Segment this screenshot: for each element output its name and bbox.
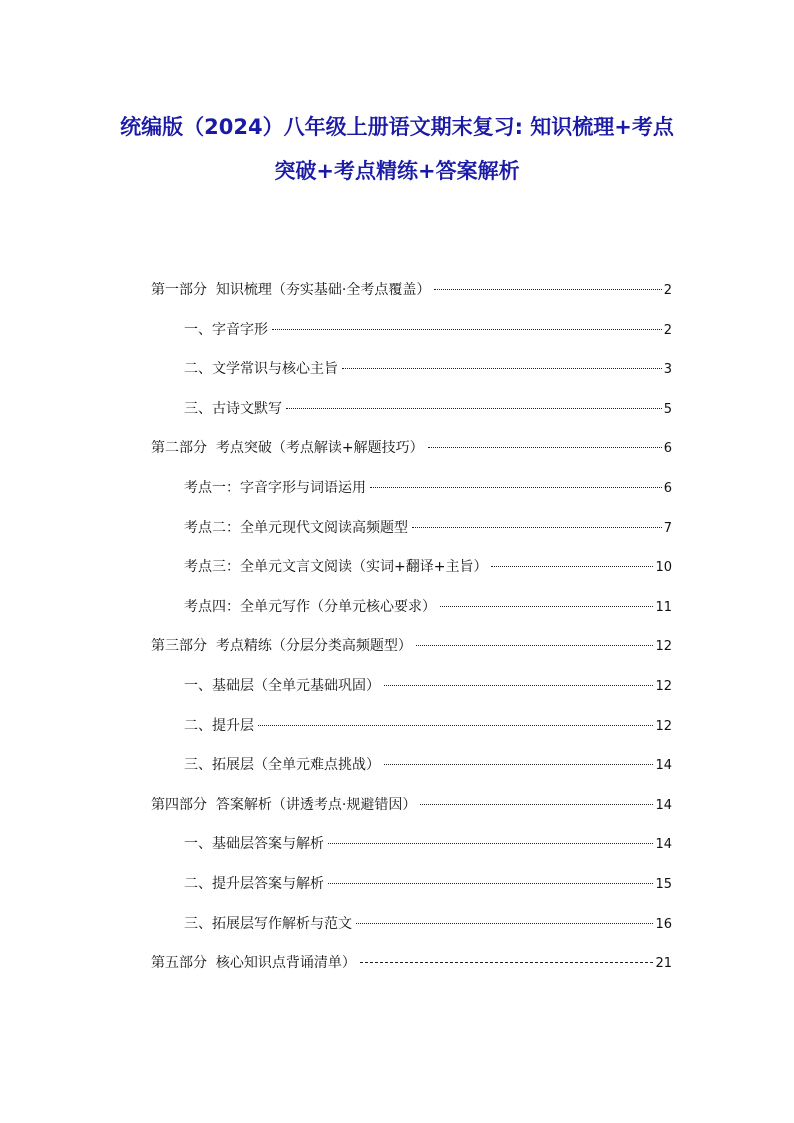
toc-dot-leader: [286, 408, 662, 409]
toc-section-entry[interactable]: [151, 872, 672, 912]
toc-dot-leader: [434, 289, 661, 290]
toc-entry-label: 二、文学常识与核心主旨: [184, 361, 338, 378]
toc-section-entry[interactable]: [151, 318, 672, 358]
toc-part-entry[interactable]: [151, 436, 672, 476]
toc-section-entry[interactable]: [151, 357, 672, 397]
toc-section-entry[interactable]: [151, 832, 672, 872]
toc-dot-leader: [328, 883, 653, 884]
toc-dot-leader: [428, 447, 662, 448]
title-line-2: 突破+考点精练+答案解析: [274, 159, 520, 183]
toc-entry-label: 二、提升层答案与解析: [184, 875, 324, 892]
toc-entry-label: 三、拓展层写作解析与范文: [184, 915, 352, 932]
toc-section-entry[interactable]: [151, 555, 672, 595]
toc-dot-leader: [370, 487, 662, 488]
toc-section-entry[interactable]: [151, 516, 672, 556]
toc-entry-label: 一、基础层（全单元基础巩固）: [184, 677, 380, 694]
toc-section-entry[interactable]: [151, 595, 672, 635]
toc-dot-leader: [360, 962, 654, 963]
toc-page-number: 14: [655, 758, 672, 774]
toc-page-number: 21: [655, 956, 672, 972]
toc-dot-leader: [272, 329, 662, 330]
table-of-contents: [151, 278, 672, 991]
toc-dot-leader: [258, 725, 653, 726]
toc-page-number: 11: [655, 599, 672, 615]
toc-entry-label: 第三部分 考点精练（分层分类高频题型）: [151, 638, 412, 655]
toc-section-entry[interactable]: [151, 397, 672, 437]
toc-dot-leader: [440, 606, 653, 607]
toc-dot-leader: [420, 804, 653, 805]
toc-page-number: 6: [663, 480, 672, 496]
toc-page-number: 12: [655, 718, 672, 734]
toc-page-number: 10: [655, 560, 672, 576]
toc-entry-label: 第二部分 考点突破（考点解读+解题技巧）: [151, 440, 424, 457]
toc-entry-label: 三、拓展层（全单元难点挑战）: [184, 757, 380, 774]
toc-dot-leader: [356, 923, 653, 924]
toc-entry-label: 考点一：字音字形与词语运用: [184, 479, 366, 496]
toc-page-number: 15: [655, 876, 672, 892]
document-title: [90, 105, 704, 193]
toc-dot-leader: [491, 566, 653, 567]
toc-entry-label: 考点三：全单元文言文阅读（实词+翻译+主旨）: [184, 559, 488, 576]
toc-part-entry[interactable]: [151, 793, 672, 833]
toc-dot-leader: [384, 764, 653, 765]
toc-entry-label: 一、字音字形: [184, 321, 268, 338]
toc-entry-label: 考点二：全单元现代文阅读高频题型: [184, 519, 408, 536]
toc-entry-label: 三、古诗文默写: [184, 400, 282, 417]
toc-page-number: 14: [655, 837, 672, 853]
title-line-1: 统编版（2024）八年级上册语文期末复习: 知识梳理+考点: [120, 115, 674, 139]
toc-entry-label: 二、提升层: [184, 717, 254, 734]
toc-page-number: 6: [663, 441, 672, 457]
toc-entry-label: 第一部分 知识梳理（夯实基础·全考点覆盖）: [151, 282, 431, 298]
toc-page-number: 7: [663, 520, 672, 536]
toc-dot-leader: [342, 368, 662, 369]
toc-page-number: 12: [655, 639, 672, 655]
toc-entry-label: 一、基础层答案与解析: [184, 836, 324, 853]
toc-entry-label: 第四部分 答案解析（讲透考点·规避错因）: [151, 796, 417, 813]
toc-page-number: 3: [663, 362, 672, 378]
toc-dot-leader: [328, 843, 653, 844]
toc-section-entry[interactable]: [151, 753, 672, 793]
toc-part-entry[interactable]: [151, 634, 672, 674]
toc-dot-leader: [412, 527, 662, 528]
toc-dot-leader: [384, 685, 653, 686]
toc-entry-label: 考点四：全单元写作（分单元核心要求）: [184, 598, 436, 615]
toc-page-number: 2: [663, 283, 672, 298]
toc-page-number: 16: [655, 916, 672, 932]
toc-section-entry[interactable]: [151, 714, 672, 754]
toc-section-entry[interactable]: [151, 912, 672, 952]
toc-part-entry[interactable]: [151, 951, 672, 991]
toc-dot-leader: [416, 645, 654, 646]
toc-section-entry[interactable]: [151, 674, 672, 714]
toc-page-number: 5: [663, 401, 672, 417]
toc-page-number: 12: [655, 678, 672, 694]
toc-entry-label: 第五部分 核心知识点背诵清单）: [151, 955, 356, 972]
toc-page-number: 2: [663, 322, 672, 338]
toc-part-entry[interactable]: [151, 278, 672, 318]
toc-section-entry[interactable]: [151, 476, 672, 516]
toc-page-number: 14: [655, 797, 672, 813]
